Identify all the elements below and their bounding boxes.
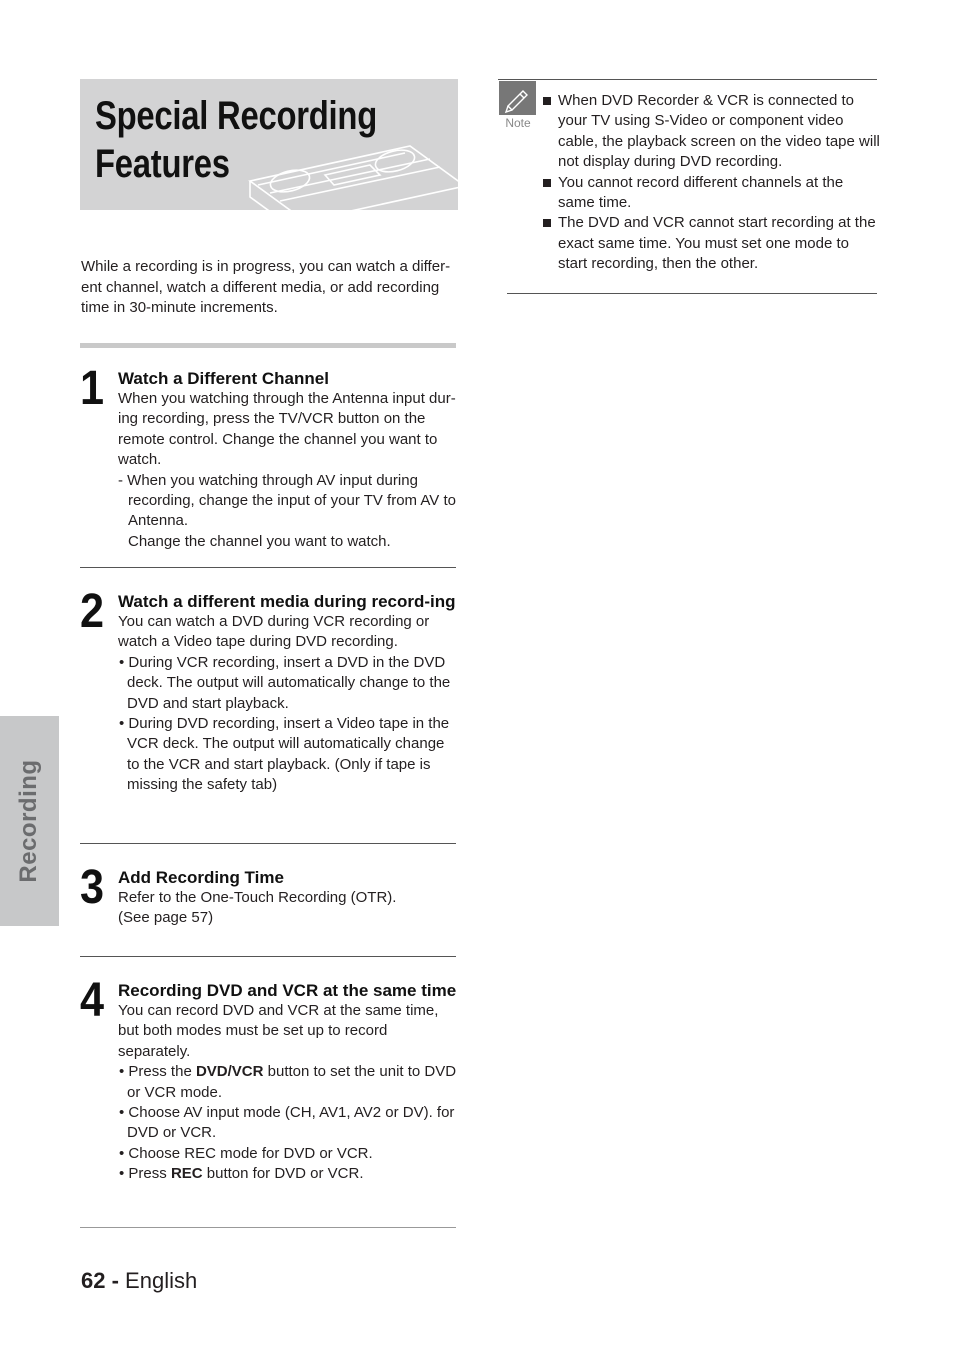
divider — [80, 567, 456, 568]
step-title: Recording DVD and VCR at the same time — [118, 981, 457, 1000]
square-bullet-icon — [543, 97, 551, 105]
page-title-line1: Special Recording — [95, 94, 377, 138]
step-bullet: • Press REC button for DVD or VCR. — [119, 1165, 364, 1183]
step-number: 2 — [80, 585, 105, 638]
step-text: You can record DVD and VCR at the same time, but both modes must be set up to record separately. — [118, 1002, 439, 1060]
step-bullet: • Press the DVD/VCR button to set the unit to DVD or VCR mode. — [119, 1063, 457, 1101]
note-item: The DVD and VCR cannot start recording at the exact same time. You must set one mode to start recording, then the other. — [542, 213, 882, 274]
step-bullet: • During DVD recording, insert a Video tape in the VCR deck. The output will automatically change to the VCR and start playback. (Only if tape is missing the safety tab) — [119, 715, 450, 794]
note-divider-top — [498, 79, 877, 80]
square-bullet-icon — [543, 219, 551, 227]
divider — [80, 843, 456, 844]
note-item: You cannot record different channels at the same time. — [542, 173, 882, 214]
divider — [80, 956, 456, 957]
note-divider-bottom — [507, 293, 877, 294]
step-bullet: • Choose REC mode for DVD or VCR. — [119, 1144, 373, 1162]
step-text: When you watching through the Antenna input dur-ing recording, press the TV/VCR button on the remote control. Change the channel you want to watch. — [118, 390, 456, 469]
note-label: Note — [505, 116, 531, 130]
section-divider — [80, 343, 456, 348]
note-list — [542, 91, 882, 275]
step-title: Watch a different media during record-ing — [118, 592, 456, 611]
step-number: 1 — [80, 362, 105, 415]
step-bullet: • Choose AV input mode (CH, AV1, AV2 or DV). for DVD or VCR. — [119, 1104, 455, 1142]
step-title: Watch a Different Channel — [118, 369, 329, 388]
square-bullet-icon — [543, 179, 551, 187]
page-number: 62 - — [81, 1268, 119, 1293]
section-side-tab — [0, 716, 59, 926]
step-text: Change the channel you want to watch. — [128, 532, 391, 550]
step-bullet: • During VCR recording, insert a DVD in the DVD deck. The output will automatically change to the DVD and start playback. — [119, 653, 451, 712]
step-text: You can watch a DVD during VCR recording or watch a Video tape during DVD recording. — [118, 613, 430, 651]
intro-text: While a recording is in progress, you can watch a differ-ent channel, watch a different media, or add recording time in 30-minute increments. — [81, 258, 451, 316]
step-number: 4 — [80, 974, 105, 1027]
note-pencil-icon — [499, 81, 536, 115]
note-item: When DVD Recorder & VCR is connected to your TV using S-Video or component video cable, the playback screen on the video tape will not display during DVD recording. — [542, 91, 882, 173]
divider — [80, 1227, 456, 1228]
page-footer — [81, 1268, 197, 1294]
step-number: 3 — [80, 861, 105, 914]
step-title: Add Recording Time — [118, 868, 284, 887]
page-title — [95, 92, 377, 188]
step-text: - When you watching through AV input during recording, change the input of your TV from AV to Antenna. — [118, 471, 456, 530]
step-text: (See page 57) — [118, 909, 214, 927]
step-text: Refer to the One-Touch Recording (OTR). — [118, 889, 397, 906]
language-label: English — [125, 1268, 198, 1293]
title-banner — [80, 79, 458, 210]
side-tab-label: Recording — [15, 759, 42, 883]
page-title-line2: Features — [95, 142, 230, 186]
